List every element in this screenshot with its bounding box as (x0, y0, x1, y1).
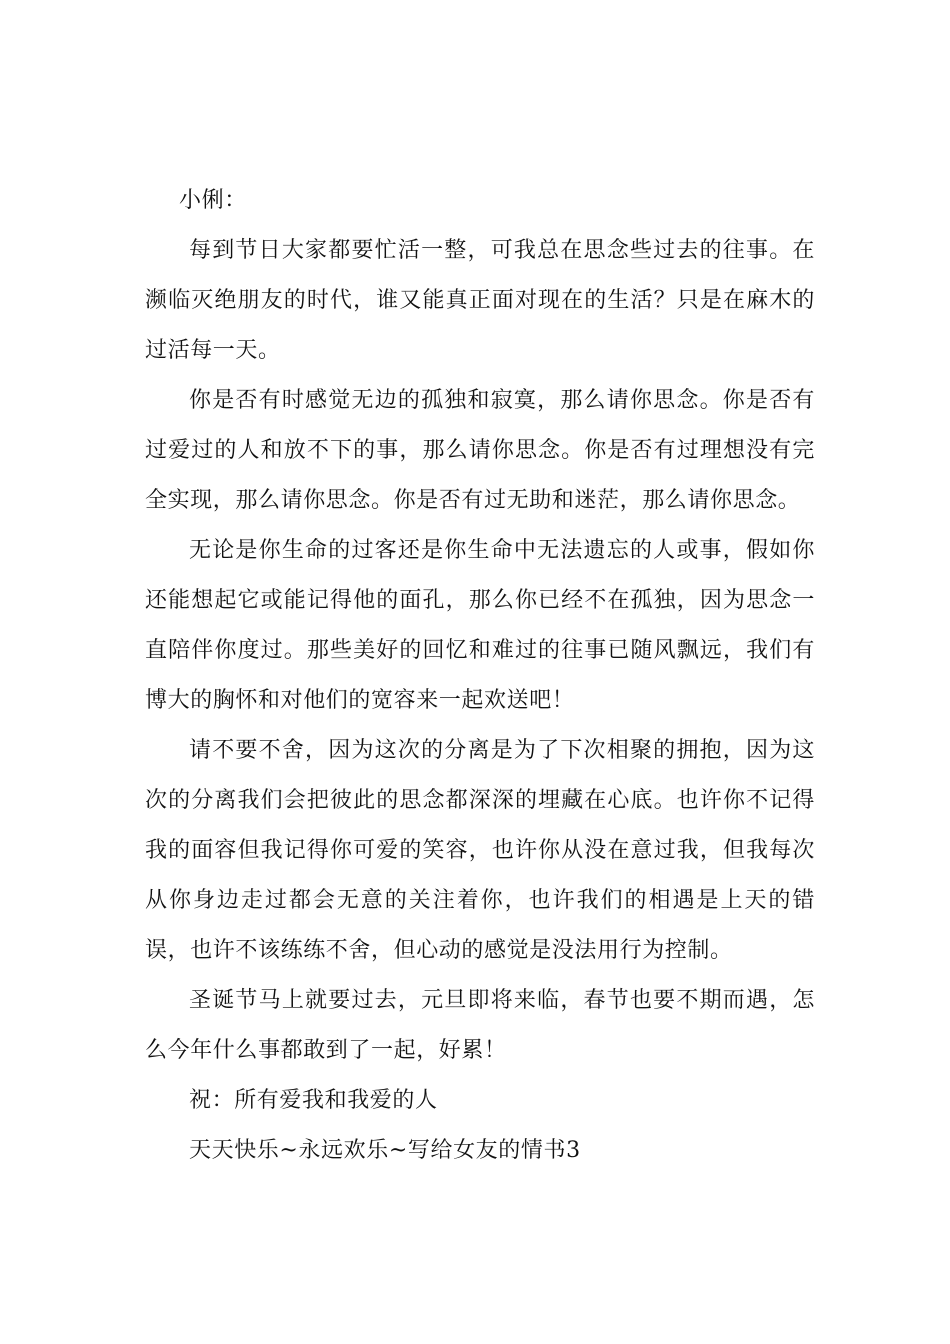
paragraph-1: 每到节日大家都要忙活一整，可我总在思念些过去的往事。在濒临灭绝朋友的时代，谁又能真正面对现在的生活？只是在麻木的过活每一天。 (145, 238, 815, 363)
closing-title-line: 天天快乐~永远欢乐~写给女友的情书3 (189, 1138, 581, 1163)
letter-salutation: 小俐： (179, 188, 247, 213)
paragraph-5: 圣诞节马上就要过去，元旦即将来临，春节也要不期而遇，怎么今年什么事都敢到了一起，好累！ (145, 988, 815, 1063)
paragraph-4: 请不要不舍，因为这次的分离是为了下次相聚的拥抱，因为这次的分离我们会把彼此的思念都深深的埋藏在心底。也许你不记得我的面容但我记得你可爱的笑容，也许你从没在意过我，但我每次从你身边走过都会无意的关注着你，也许我们的相遇是上天的错误，也许不该练练不舍，但心动的感觉是没法用行为控制。 (145, 738, 815, 963)
letter-body (145, 176, 815, 1176)
paragraph-2: 你是否有时感觉无边的孤独和寂寞，那么请你思念。你是否有过爱过的人和放不下的事，那么请你思念。你是否有过理想没有完全实现，那么请你思念。你是否有过无助和迷茫，那么请你思念。 (145, 388, 815, 513)
blessing-line: 祝：所有爱我和我爱的人 (189, 1088, 438, 1113)
paragraph-3: 无论是你生命的过客还是你生命中无法遗忘的人或事，假如你还能想起它或能记得他的面孔，那么你已经不在孤独，因为思念一直陪伴你度过。那些美好的回忆和难过的往事已随风飘远，我们有博大的胸怀和对他们的宽容来一起欢送吧！ (145, 538, 815, 713)
